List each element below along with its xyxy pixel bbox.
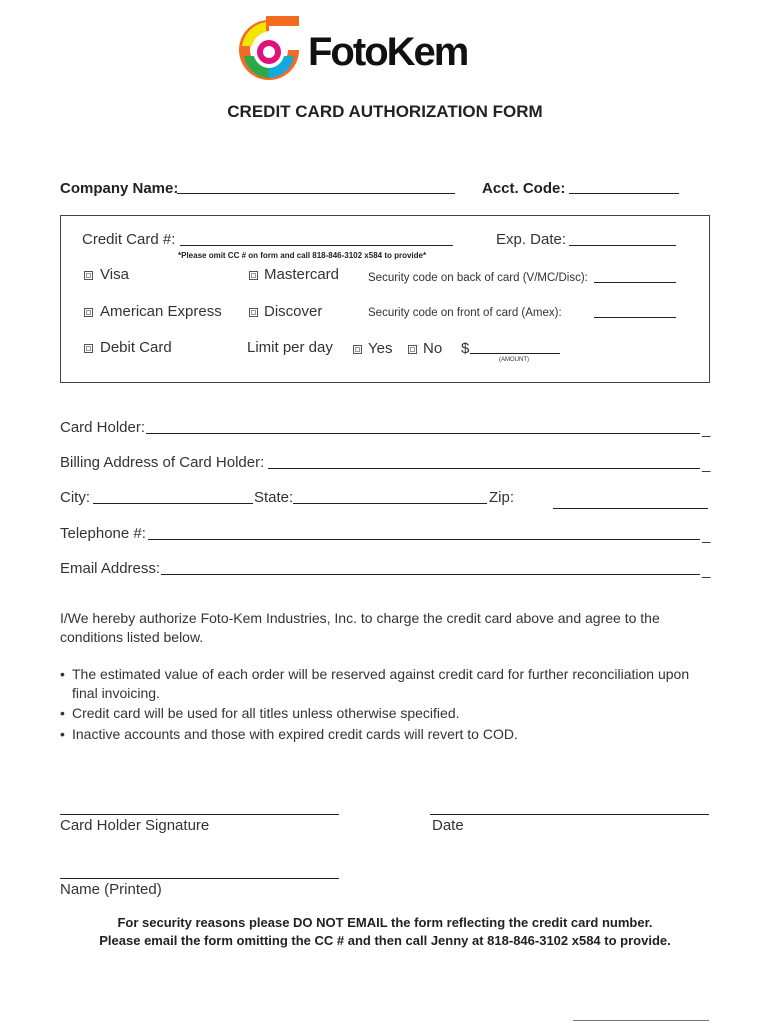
debit-checkbox[interactable] — [84, 344, 93, 353]
card-holder-tail: _ — [702, 421, 711, 438]
state-label: State: — [254, 489, 294, 506]
limit-per-day-label: Limit per day — [247, 339, 333, 356]
bullet-mark-2: • — [60, 705, 65, 721]
credit-card-number-field[interactable] — [180, 245, 453, 246]
name-printed-field[interactable] — [60, 878, 339, 879]
debit-label: Debit Card — [100, 339, 172, 356]
email-tail: _ — [702, 562, 711, 579]
security-code-front-label: Security code on front of card (Amex): — [368, 307, 562, 319]
company-name-label: Company Name: — [60, 180, 179, 197]
bottom-corner-line — [573, 1020, 709, 1021]
card-holder-field[interactable] — [146, 433, 700, 434]
fotokem-logo-mark-icon — [236, 16, 302, 86]
brand-name: FotoKem — [308, 30, 468, 74]
telephone-label: Telephone #: — [60, 525, 146, 542]
billing-address-tail: _ — [702, 456, 711, 473]
city-label: City: — [60, 489, 90, 506]
state-field[interactable] — [293, 503, 487, 504]
company-name-field[interactable] — [177, 193, 455, 194]
zip-label: Zip: — [489, 489, 515, 506]
telephone-field[interactable] — [148, 539, 700, 540]
condition-item-3: Inactive accounts and those with expired credit cards will revert to COD. — [72, 726, 518, 742]
cc-note: *Please omit CC # on form and call 818-846-3102 x584 to provide* — [178, 251, 427, 260]
email-field[interactable] — [161, 574, 700, 575]
card-holder-signature-field[interactable] — [60, 814, 339, 815]
dollar-sign: $ — [461, 340, 470, 357]
amex-checkbox[interactable] — [84, 308, 93, 317]
security-code-back-field[interactable] — [594, 282, 676, 283]
security-code-back-label: Security code on back of card (V/MC/Disc): — [368, 272, 588, 284]
condition-item-2: Credit card will be used for all titles unless otherwise specified. — [72, 705, 460, 721]
exp-date-field[interactable] — [569, 245, 676, 246]
card-holder-signature-label: Card Holder Signature — [60, 817, 210, 834]
zip-field[interactable] — [553, 508, 708, 509]
city-field[interactable] — [93, 503, 253, 504]
footer-instructions: Please email the form omitting the CC # and then call Jenny at 818-846-3102 x584 to provide. — [99, 933, 671, 948]
email-label: Email Address: — [60, 560, 161, 577]
credit-card-label: Credit Card #: — [82, 231, 176, 248]
footer-security-note: For security reasons please DO NOT EMAIL the form reflecting the credit card number. — [117, 915, 653, 930]
mastercard-checkbox[interactable] — [249, 271, 258, 280]
limit-no-label: No — [423, 340, 443, 357]
authorization-statement: I/We hereby authorize Foto-Kem Industries, Inc. to charge the credit card above and agree to the conditions listed below. — [60, 610, 660, 645]
mastercard-label: Mastercard — [264, 266, 340, 283]
discover-label: Discover — [264, 303, 323, 320]
date-label: Date — [432, 817, 464, 834]
name-printed-label: Name (Printed) — [60, 881, 162, 898]
telephone-tail: _ — [702, 527, 711, 544]
limit-no-checkbox[interactable] — [408, 345, 417, 354]
discover-checkbox[interactable] — [249, 308, 258, 317]
amount-field[interactable] — [470, 353, 560, 354]
card-holder-label: Card Holder: — [60, 419, 146, 436]
billing-address-field[interactable] — [268, 468, 700, 469]
limit-yes-checkbox[interactable] — [353, 345, 362, 354]
visa-label: Visa — [100, 266, 129, 283]
bullet-mark-3: • — [60, 726, 65, 742]
date-field[interactable] — [430, 814, 709, 815]
fotokem-logo — [236, 16, 526, 88]
amex-label: American Express — [100, 303, 222, 320]
amount-caption: (AMOUNT) — [499, 357, 529, 363]
billing-address-label: Billing Address of Card Holder: — [60, 454, 265, 471]
acct-code-field[interactable] — [569, 193, 679, 194]
exp-date-label: Exp. Date: — [496, 231, 567, 248]
condition-item-1: The estimated value of each order will be reserved against credit card for further reconciliation upon final invoicing. — [72, 666, 690, 701]
bullet-mark-1: • — [60, 666, 65, 682]
security-code-front-field[interactable] — [594, 317, 676, 318]
limit-yes-label: Yes — [368, 340, 393, 357]
acct-code-label: Acct. Code: — [482, 180, 566, 197]
form-title: CREDIT CARD AUTHORIZATION FORM — [227, 102, 543, 121]
visa-checkbox[interactable] — [84, 271, 93, 280]
